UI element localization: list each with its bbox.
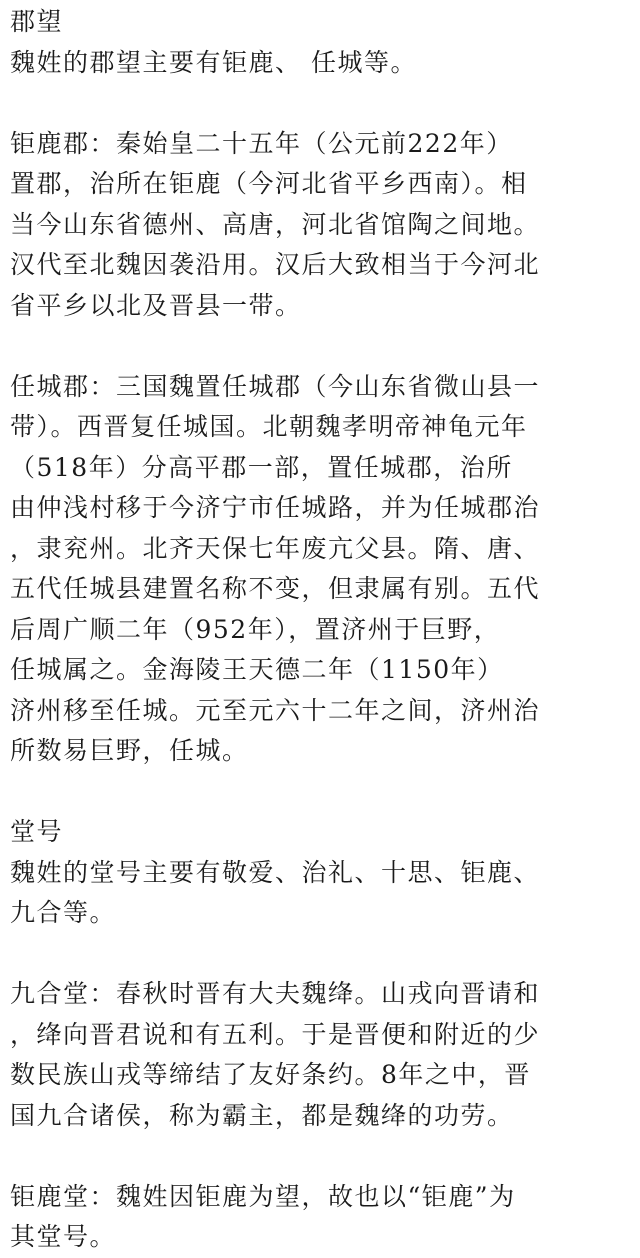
text-line: 五代任城县建置名称不变，但隶属有别。五代	[10, 574, 541, 603]
text-line: 所数易巨野，任城。	[10, 736, 249, 765]
paragraph-gap	[10, 83, 640, 124]
text-line: ，隶兖州。北齐天保七年废亢父县。隋、唐、	[10, 533, 541, 563]
paragraph-gap	[10, 1136, 640, 1177]
text-line: 钜鹿堂：魏姓因钜鹿为望，故也以“钜鹿”为	[10, 1181, 516, 1211]
text-line: 置郡，治所在钜鹿（今河北省平乡西南）。相	[10, 169, 528, 198]
text-line: 九合堂：春秋时晋有大夫魏绛。山戎向晋请和	[10, 979, 541, 1008]
text-line: 任城郡：三国魏置任城郡（今山东省微山县一	[10, 371, 541, 401]
text-line: 由仲浅村移于今济宁市任城路，并为任城郡治	[10, 493, 541, 522]
paragraph-gap	[10, 934, 640, 975]
text-line: 带）。西晋复任城国。北朝魏孝明帝神龟元年	[10, 412, 528, 441]
text-line: 国九合诸侯，称为霸主，都是魏绛的功劳。	[10, 1100, 514, 1130]
text-line: （518年）分高平郡一部，置任城郡，治所	[10, 452, 513, 482]
heading-junwang: 郡望	[10, 7, 64, 36]
text-line: 后周广顺二年（952年），置济州于巨野，	[10, 614, 501, 644]
text-line: 济州移至任城。元至元六十二年之间，济州治	[10, 695, 541, 725]
text-line: 钜鹿郡：秦始皇二十五年（公元前222年）	[10, 128, 513, 158]
text-line: 其堂号。	[10, 1222, 117, 1251]
paragraph-gap	[10, 772, 640, 813]
text-line: 九合等。	[10, 898, 117, 927]
text-line: 汉代至北魏因袭沿用。汉后大致相当于今河北	[10, 250, 541, 279]
text-line: 省平乡以北及晋县一带。	[10, 290, 302, 320]
text-line: 数民族山戎等缔结了友好条约。8年之中，晋	[10, 1060, 531, 1089]
text-line: ，绛向晋君说和有五利。于是晋便和附近的少	[10, 1019, 541, 1049]
heading-tanghao: 堂号	[10, 817, 64, 846]
text-line: 当今山东省德州、高唐，河北省馆陶之间地。	[10, 209, 541, 239]
text-line: 魏姓的堂号主要有敬爱、治礼、十思、钜鹿、	[10, 857, 541, 887]
text-line: 任城属之。金海陵王天德二年（1150年）	[10, 655, 504, 684]
paragraph-gap	[10, 326, 640, 367]
text-line: 魏姓的郡望主要有钜鹿、 任城等。	[10, 47, 417, 77]
